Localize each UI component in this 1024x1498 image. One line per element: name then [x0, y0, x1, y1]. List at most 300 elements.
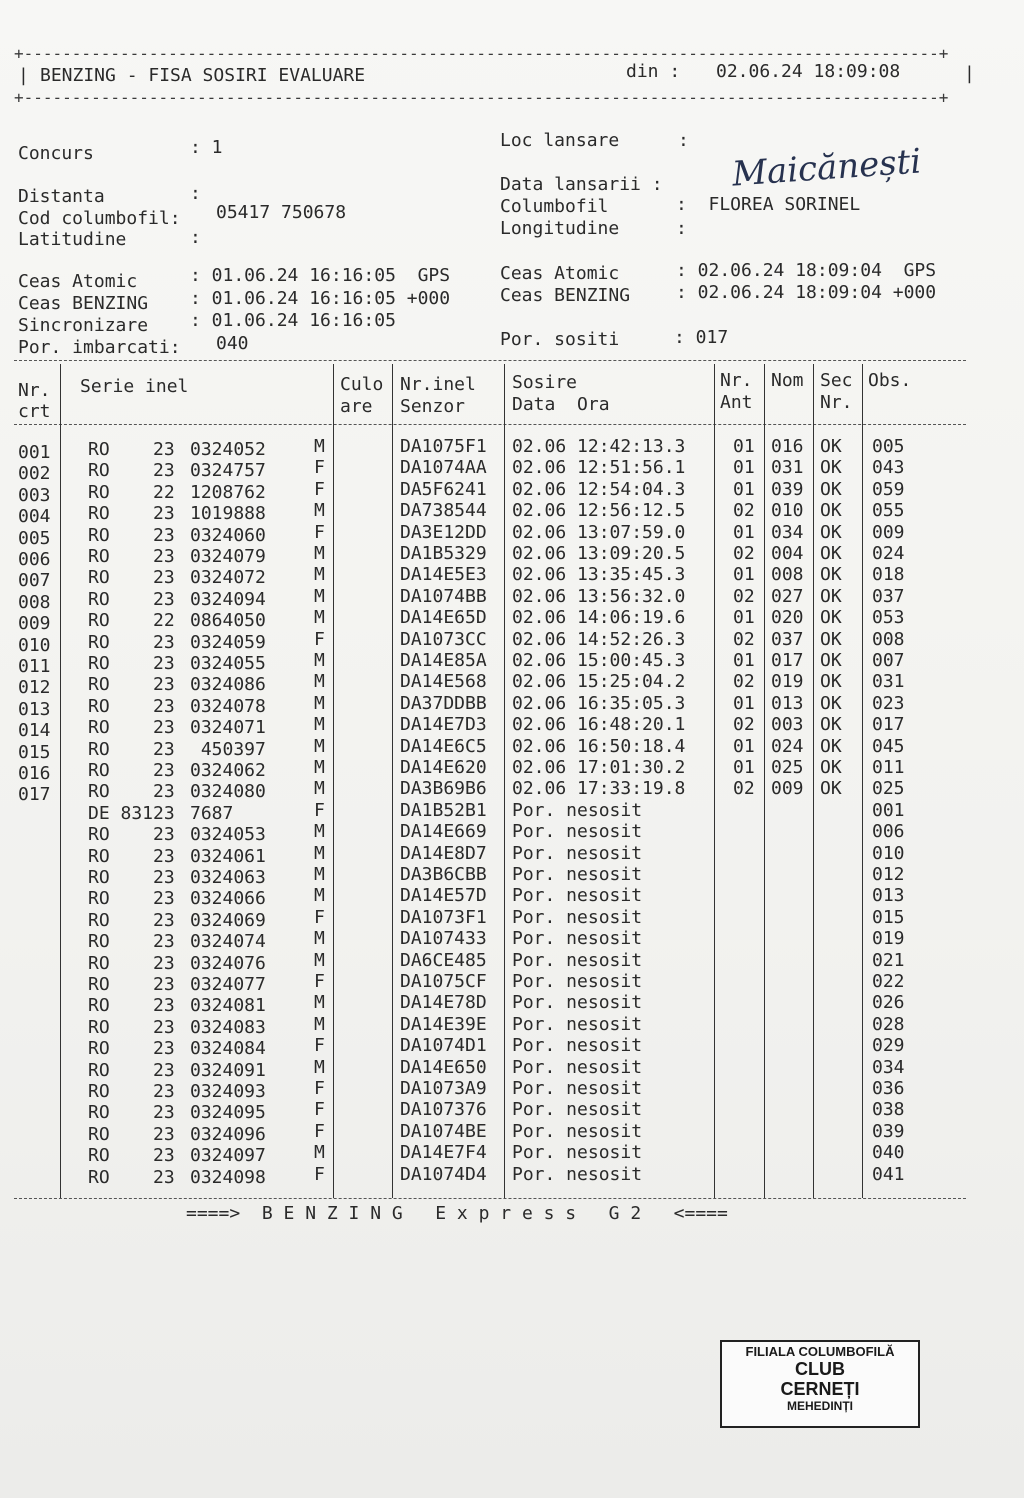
cell-sec: OK [820, 671, 842, 693]
cell-tara: RO [88, 1102, 110, 1124]
cell-sosire: 02.06 17:33:19.8 [512, 778, 686, 800]
cell-an: 23 [153, 1102, 175, 1124]
cell-sex: M [314, 885, 325, 907]
cell-senzor: DA1B52B1 [400, 799, 487, 821]
cell-obs: 017 [872, 714, 905, 736]
cell-senzor: DA14E568 [400, 671, 487, 693]
cell-tara: RO [88, 1059, 110, 1081]
cell-tara: RO [88, 695, 110, 717]
cell-sosire: 02.06 12:42:13.3 [512, 436, 686, 457]
header-nr-ant-2: Ant [720, 392, 753, 413]
cell-inel: 0324078 [190, 695, 266, 717]
cell-sex: M [314, 757, 325, 778]
cell-nom: 003 [771, 714, 804, 736]
cell-sosire: 02.06 15:00:45.3 [512, 650, 686, 671]
header-obs: Obs. [868, 370, 912, 391]
col-divider-nom [813, 364, 814, 1198]
cell-senzor: DA37DDBB [400, 692, 487, 714]
cell-obs: 038 [872, 1099, 905, 1121]
cell-ant: 02 [733, 543, 755, 564]
cell-inel: 0324053 [190, 824, 266, 846]
cell-obs: 039 [872, 1120, 905, 1142]
por-sositi-label: Por. sositi [500, 329, 620, 350]
cell-crt: 002 [18, 463, 51, 485]
cell-sex: F [314, 457, 325, 479]
cell-inel: 0324071 [190, 717, 266, 739]
cell-an: 23 [153, 952, 175, 974]
cell-an: 23 [153, 1016, 175, 1038]
col-divider-serie [333, 364, 334, 1198]
cell-sosire: 02.06 12:54:04.3 [512, 478, 686, 500]
cell-sex: M [314, 714, 325, 736]
cell-an: 23 [153, 460, 175, 482]
cell-sosire: 02.06 12:56:12.5 [512, 500, 686, 522]
cell-tara: RO [88, 867, 110, 888]
cell-sex: M [314, 821, 325, 843]
cell-tara: RO [88, 1016, 110, 1038]
cell-obs: 041 [872, 1163, 905, 1185]
cell-sex: M [314, 543, 325, 564]
cell-senzor: DA14E650 [400, 1056, 487, 1078]
cell-an: 23 [153, 567, 175, 589]
cell-senzor: DA1074BE [400, 1120, 487, 1142]
cell-crt: 003 [18, 484, 51, 506]
cell-sosire: Por. nesosit [512, 821, 643, 843]
cell-nom: 017 [771, 650, 804, 671]
cell-tara: RO [88, 503, 110, 525]
cell-ant: 02 [733, 585, 755, 607]
cell-sosire: Por. nesosit [512, 1056, 643, 1078]
cell-sex: F [314, 1035, 325, 1057]
cell-obs: 043 [872, 457, 905, 479]
cell-sosire: Por. nesosit [512, 1078, 643, 1099]
cell-tara: RO [88, 1166, 110, 1188]
cell-tara: RO [88, 610, 110, 632]
cell-ant: 01 [733, 564, 755, 586]
cell-an: 23 [153, 738, 175, 760]
header-border-top: +-----------------------------------------------------------------------------------------------+ [14, 44, 949, 63]
data-lansarii-label: Data lansarii : [500, 174, 663, 195]
cell-sex: M [314, 1142, 325, 1164]
cell-tara: RO [88, 567, 110, 589]
header-crt: crt [18, 401, 51, 422]
cell-inel: 7687 [190, 802, 234, 824]
cell-an: 23 [153, 931, 175, 953]
cell-nom: 025 [771, 757, 804, 778]
cell-tara: RO [88, 738, 110, 760]
cell-inel: 0324072 [190, 567, 266, 589]
cell-sec: OK [820, 735, 842, 757]
header-culo: Culo [340, 374, 384, 395]
cell-ant: 01 [733, 607, 755, 629]
cell-obs: 019 [872, 928, 905, 950]
cell-sec: OK [820, 585, 842, 607]
cell-senzor: DA14E620 [400, 757, 487, 778]
cell-sosire: Por. nesosit [512, 1120, 643, 1142]
cell-inel: 0324094 [190, 588, 266, 610]
cell-sec: OK [820, 692, 842, 714]
cell-sosire: Por. nesosit [512, 864, 643, 885]
cell-sosire: Por. nesosit [512, 1142, 643, 1164]
header-nr: Nr. [18, 380, 51, 401]
header-sec-nr: Nr. [820, 392, 853, 413]
cell-sosire: Por. nesosit [512, 799, 643, 821]
concurs-value: : 1 [190, 137, 223, 158]
cell-an: 22 [153, 481, 175, 503]
cell-sex: M [314, 778, 325, 800]
cell-inel: 0324081 [190, 995, 266, 1017]
cell-inel: 0864050 [190, 610, 266, 632]
cell-an: 23 [153, 888, 175, 910]
cell-crt: 012 [18, 677, 51, 699]
cell-inel: 0324086 [190, 674, 266, 696]
cell-obs: 055 [872, 500, 905, 522]
header-right-bar: | [964, 63, 975, 84]
cell-obs: 015 [872, 906, 905, 928]
cell-senzor: DA1B5329 [400, 543, 487, 564]
cell-sec: OK [820, 543, 842, 564]
cell-sex: F [314, 478, 325, 500]
cell-nom: 027 [771, 585, 804, 607]
cell-an: 23 [153, 802, 175, 824]
stamp-line-1: FILIALA COLUMBOFILĂ [745, 1344, 895, 1359]
cell-nom: 004 [771, 543, 804, 564]
cell-inel: 0324066 [190, 888, 266, 910]
cell-tara: RO [88, 824, 110, 846]
cell-crt: 015 [18, 741, 51, 763]
ceas-benzing-end-value: : 02.06.24 18:09:04 +000 [676, 282, 937, 303]
longitudine-value: : [676, 218, 687, 239]
cell-senzor: DA14E7F4 [400, 1142, 487, 1164]
handwritten-location: Maicănești [730, 141, 923, 195]
cell-crt: 004 [18, 506, 51, 528]
cell-obs: 023 [872, 692, 905, 714]
cell-senzor: DA1074BB [400, 585, 487, 607]
cell-tara: RO [88, 524, 110, 546]
cell-inel: 0324063 [190, 867, 266, 888]
cell-crt: 016 [18, 763, 51, 784]
cell-sec: OK [820, 628, 842, 650]
report-date-value: 02.06.24 18:09:08 [716, 61, 901, 82]
cell-senzor: DA1073CC [400, 628, 487, 650]
cell-inel: 0324060 [190, 524, 266, 546]
por-sositi-value: : 017 [674, 327, 729, 348]
por-imbarcati-value: 040 [216, 333, 249, 354]
cell-sec: OK [820, 714, 842, 736]
cell-inel: 0324083 [190, 1016, 266, 1038]
cell-sosire: 02.06 17:01:30.2 [512, 757, 686, 778]
cell-sec: OK [820, 650, 842, 671]
cell-ant: 01 [733, 478, 755, 500]
cell-obs: 006 [872, 821, 905, 843]
cell-sex: F [314, 1078, 325, 1099]
cell-inel: 0324052 [190, 439, 266, 460]
cell-inel: 0324757 [190, 460, 266, 482]
cell-senzor: DA14E78D [400, 992, 487, 1014]
cell-an: 23 [153, 1166, 175, 1188]
cell-inel: 0324076 [190, 952, 266, 974]
cell-ant: 01 [733, 521, 755, 543]
cell-tara: RO [88, 845, 110, 867]
cell-ant: 01 [733, 457, 755, 479]
cell-senzor: DA3B69B6 [400, 778, 487, 800]
cell-nom: 020 [771, 607, 804, 629]
cell-inel: 0324069 [190, 909, 266, 931]
cell-an: 23 [153, 439, 175, 460]
cell-sex: M [314, 564, 325, 586]
cell-sex: F [314, 971, 325, 992]
ceas-atomic-start-label: Ceas Atomic [18, 271, 138, 292]
cell-sosire: 02.06 13:56:32.0 [512, 585, 686, 607]
cell-sex: M [314, 585, 325, 607]
cell-inel: 0324059 [190, 631, 266, 653]
cell-inel: 0324079 [190, 546, 266, 567]
cell-obs: 022 [872, 971, 905, 992]
header-nr-ant-1: Nr. [720, 370, 753, 391]
cell-obs: 059 [872, 478, 905, 500]
cell-sosire: 02.06 14:06:19.6 [512, 607, 686, 629]
cell-crt: 001 [18, 442, 51, 463]
cell-an: 23 [153, 781, 175, 803]
por-imbarcati-label: Por. imbarcati: [18, 337, 181, 358]
cell-tara: RO [88, 1081, 110, 1102]
cell-ant: 01 [733, 436, 755, 457]
cod-columbofil-value: 05417 750678 [216, 202, 347, 223]
cell-sosire: 02.06 16:50:18.4 [512, 735, 686, 757]
cell-tara: RO [88, 931, 110, 953]
cell-senzor: DA14E7D3 [400, 714, 487, 736]
header-nr-inel: Nr.inel [400, 374, 476, 395]
cell-inel: 0324077 [190, 974, 266, 995]
cell-an: 22 [153, 610, 175, 632]
cell-tara: RO [88, 439, 110, 460]
col-divider-ant [764, 364, 765, 1198]
cell-an: 23 [153, 760, 175, 781]
cell-obs: 028 [872, 1013, 905, 1035]
cell-inel: 0324055 [190, 653, 266, 674]
columbofil-value: : FLOREA SORINEL [676, 194, 861, 215]
cell-inel: 0324061 [190, 845, 266, 867]
cell-sosire: 02.06 13:09:20.5 [512, 543, 686, 564]
header-sec: Sec [820, 370, 853, 391]
cell-inel: 0324084 [190, 1038, 266, 1060]
cell-obs: 029 [872, 1035, 905, 1057]
cell-sex: M [314, 436, 325, 457]
cell-an: 23 [153, 1038, 175, 1060]
cell-tara: RO [88, 760, 110, 781]
cell-obs: 009 [872, 521, 905, 543]
col-divider-sec [862, 364, 863, 1198]
ceas-benzing-start-value: : 01.06.24 16:16:05 +000 [190, 288, 451, 309]
cell-sosire: Por. nesosit [512, 885, 643, 907]
header-nom: Nom [771, 370, 804, 391]
cell-obs: 007 [872, 650, 905, 671]
cell-sosire: 02.06 16:35:05.3 [512, 692, 686, 714]
header-senzor: Senzor [400, 396, 466, 417]
cell-obs: 053 [872, 607, 905, 629]
cell-senzor: DA107433 [400, 928, 487, 950]
stamp-line-3: CERNEȚI [780, 1379, 860, 1399]
cell-senzor: DA1075F1 [400, 436, 487, 457]
cell-ant: 02 [733, 500, 755, 522]
cell-sosire: Por. nesosit [512, 1013, 643, 1035]
cell-sex: M [314, 928, 325, 950]
ceas-atomic-start-value: : 01.06.24 16:16:05 GPS [190, 265, 451, 286]
cell-nom: 008 [771, 564, 804, 586]
cell-sec: OK [820, 564, 842, 586]
cell-nom: 019 [771, 671, 804, 693]
cell-sec: OK [820, 757, 842, 778]
cell-sex: F [314, 1163, 325, 1185]
cell-an: 23 [153, 631, 175, 653]
cell-senzor: DA1073F1 [400, 906, 487, 928]
cell-nom: 037 [771, 628, 804, 650]
cell-senzor: DA1074D1 [400, 1035, 487, 1057]
ceas-benzing-start-label: Ceas BENZING [18, 293, 149, 314]
cell-an: 23 [153, 995, 175, 1017]
cell-tara: RO [88, 781, 110, 803]
cell-tara: RO [88, 460, 110, 482]
cell-tara: RO [88, 974, 110, 995]
cell-senzor: DA14E39E [400, 1013, 487, 1035]
cell-sosire: 02.06 12:51:56.1 [512, 457, 686, 479]
cell-nom: 024 [771, 735, 804, 757]
cell-inel: 0324097 [190, 1145, 266, 1167]
cell-sosire: 02.06 16:48:20.1 [512, 714, 686, 736]
cell-sex: M [314, 735, 325, 757]
cell-inel: 0324096 [190, 1123, 266, 1145]
cell-tara: RO [88, 717, 110, 739]
table-top-rule [14, 360, 966, 361]
cell-senzor: DA1073A9 [400, 1078, 487, 1099]
cell-senzor: DA14E57D [400, 885, 487, 907]
cell-sec: OK [820, 457, 842, 479]
cell-inel: 1208762 [190, 481, 266, 503]
cell-obs: 037 [872, 585, 905, 607]
cell-an: 23 [153, 1059, 175, 1081]
concurs-label: Concurs [18, 143, 94, 164]
cell-sex: M [314, 1013, 325, 1035]
cell-inel: 0324062 [190, 760, 266, 781]
cell-senzor: DA5F6241 [400, 478, 487, 500]
cell-sex: F [314, 628, 325, 650]
distanta-value: : [190, 183, 201, 204]
cell-obs: 036 [872, 1078, 905, 1099]
header-sosire: Sosire [512, 372, 578, 393]
col-divider-sosire [714, 364, 715, 1198]
cell-an: 23 [153, 1123, 175, 1145]
stamp-line-4: MEHEDINȚI [787, 1399, 853, 1413]
cell-crt: 005 [18, 527, 51, 549]
cell-an: 23 [153, 867, 175, 888]
cell-inel: 0324098 [190, 1166, 266, 1188]
cell-ant: 01 [733, 757, 755, 778]
cell-senzor: DA14E6C5 [400, 735, 487, 757]
cell-ant: 01 [733, 650, 755, 671]
cell-senzor: DA14E8D7 [400, 842, 487, 864]
cell-an: 23 [153, 653, 175, 674]
cell-obs: 005 [872, 436, 905, 457]
cell-sex: M [314, 1056, 325, 1078]
cell-sosire: Por. nesosit [512, 971, 643, 992]
cell-sec: OK [820, 436, 842, 457]
cell-sosire: Por. nesosit [512, 1163, 643, 1185]
header-border-bottom: +-----------------------------------------------------------------------------------------------+ [14, 88, 949, 107]
cell-sex: M [314, 650, 325, 671]
cell-sex: F [314, 799, 325, 821]
report-title: BENZING - FISA SOSIRI EVALUARE [40, 65, 366, 86]
cell-ant: 02 [733, 628, 755, 650]
stamp-line-2: CLUB [795, 1359, 845, 1379]
cell-sosire: Por. nesosit [512, 842, 643, 864]
ceas-atomic-end-value: : 02.06.24 18:09:04 GPS [676, 260, 937, 281]
distanta-label: Distanta [18, 186, 105, 207]
cell-sex: M [314, 692, 325, 714]
cell-crt: 017 [18, 784, 51, 806]
cell-sex: F [314, 906, 325, 928]
cell-senzor: DA6CE485 [400, 949, 487, 971]
cell-ant: 01 [733, 692, 755, 714]
cell-inel: 0324091 [190, 1059, 266, 1081]
col-divider-culoare [392, 364, 393, 1198]
cell-sosire: Por. nesosit [512, 949, 643, 971]
cell-an: 23 [153, 588, 175, 610]
cell-sex: F [314, 1120, 325, 1142]
cell-senzor: DA3E12DD [400, 521, 487, 543]
cell-tara: RO [88, 995, 110, 1017]
cell-obs: 012 [872, 864, 905, 885]
cell-obs: 018 [872, 564, 905, 586]
cell-an: 23 [153, 974, 175, 995]
cell-sec: OK [820, 607, 842, 629]
cell-tara: RO [88, 1038, 110, 1060]
columbofil-label: Columbofil [500, 196, 609, 217]
cell-sex: M [314, 864, 325, 885]
cell-an: 23 [153, 546, 175, 567]
cell-sosire: Por. nesosit [512, 1099, 643, 1121]
col-divider-crt [60, 364, 61, 1198]
cell-ant: 02 [733, 714, 755, 736]
cell-senzor: DA14E669 [400, 821, 487, 843]
longitudine-label: Longitudine [500, 218, 620, 239]
cell-crt: 011 [18, 656, 51, 677]
cell-an: 23 [153, 674, 175, 696]
cell-inel: 0324095 [190, 1102, 266, 1124]
cell-sosire: Por. nesosit [512, 992, 643, 1014]
cell-obs: 010 [872, 842, 905, 864]
table-header-rule [14, 424, 966, 425]
cell-obs: 045 [872, 735, 905, 757]
cell-obs: 001 [872, 799, 905, 821]
cell-crt: 008 [18, 591, 51, 613]
latitudine-label: Latitudine [18, 229, 127, 250]
cell-tara: RO [88, 546, 110, 567]
cell-sec: OK [820, 521, 842, 543]
cell-senzor: DA1074AA [400, 457, 487, 479]
loc-lansare-label: Loc lansare [500, 130, 620, 151]
cell-senzor: DA1075CF [400, 971, 487, 992]
cell-an: 23 [153, 503, 175, 525]
cell-tara: RO [88, 631, 110, 653]
cell-an: 23 [153, 824, 175, 846]
cell-sec: OK [820, 478, 842, 500]
cell-senzor: DA14E85A [400, 650, 487, 671]
cell-tara: RO [88, 952, 110, 974]
cell-sex: M [314, 949, 325, 971]
cell-tara: RO [88, 909, 110, 931]
cell-obs: 024 [872, 543, 905, 564]
cell-an: 23 [153, 1081, 175, 1102]
